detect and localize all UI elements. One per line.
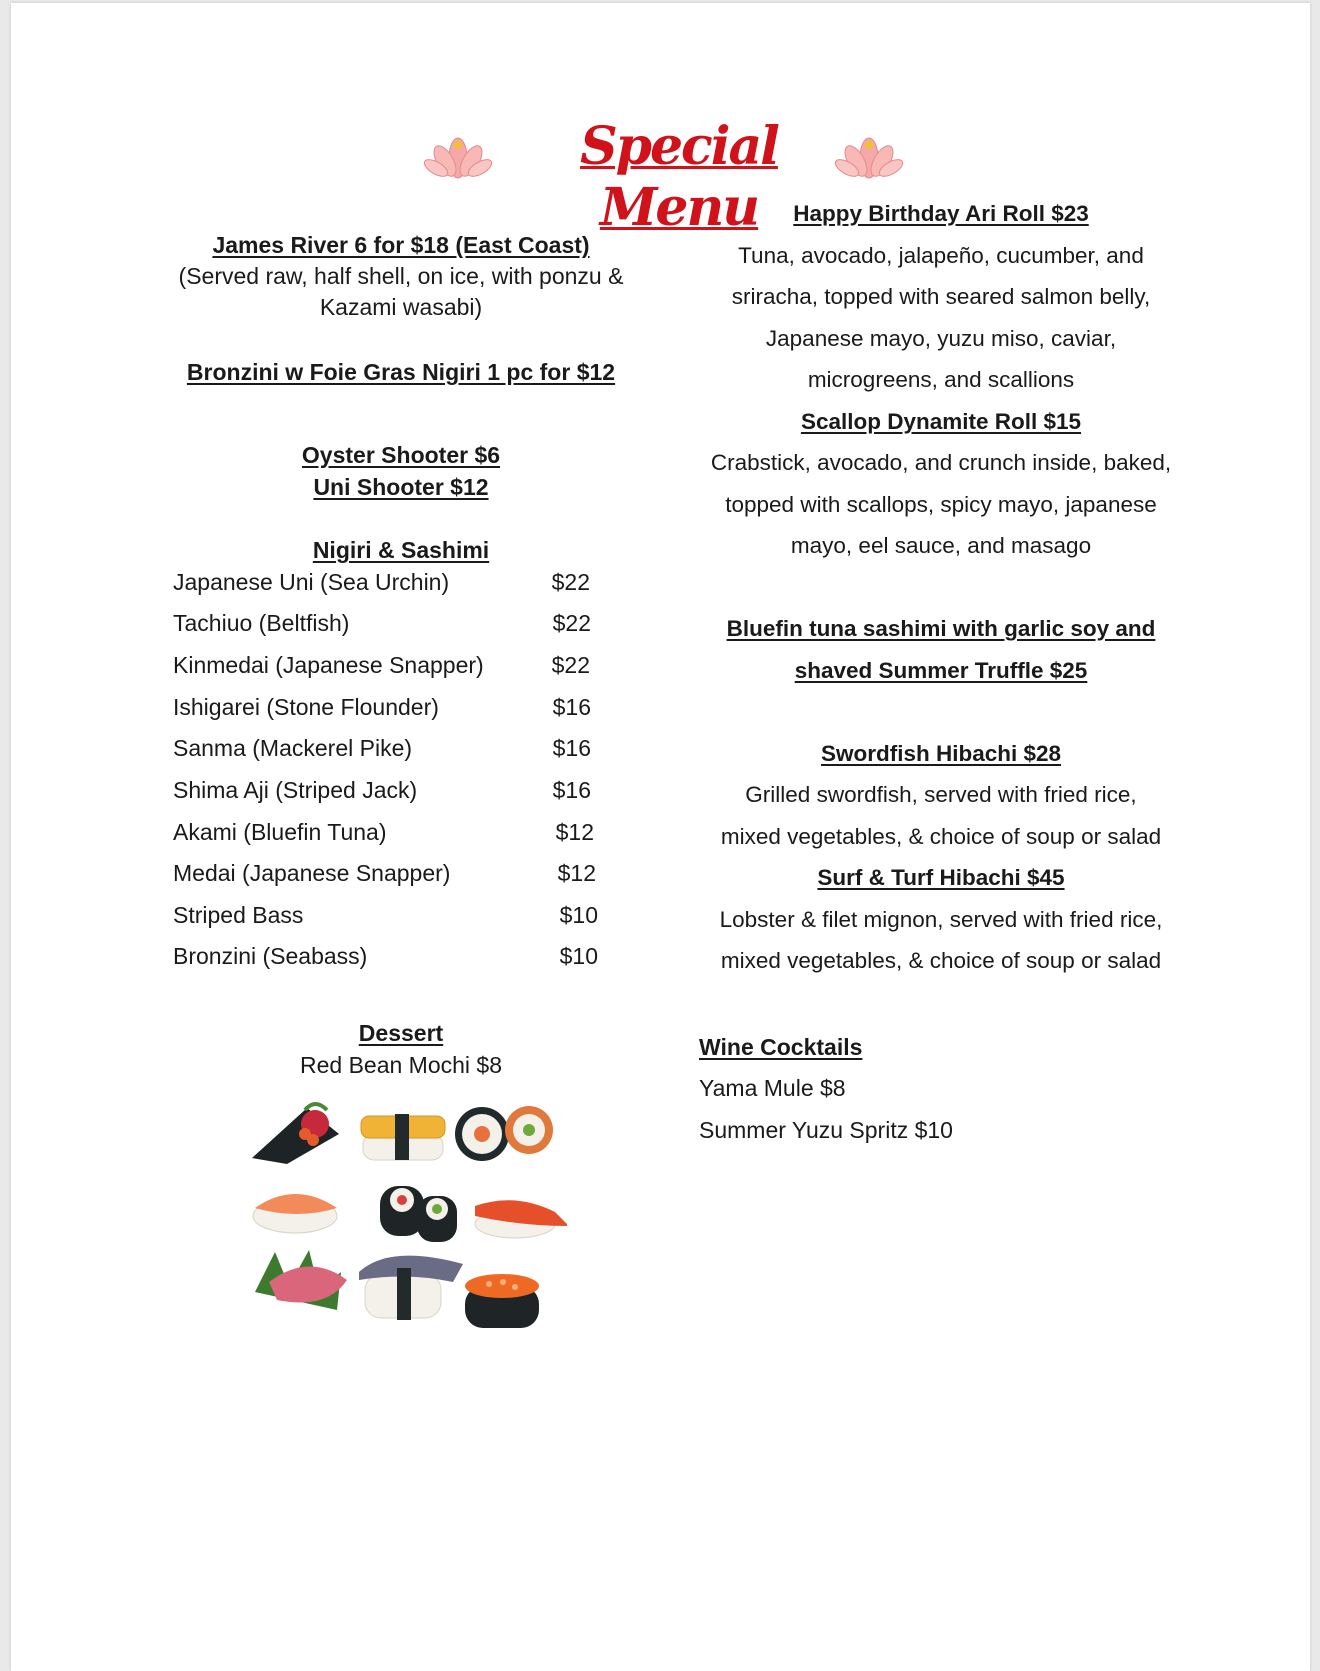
list-item xyxy=(173,774,603,806)
sushi-illustration xyxy=(247,1096,567,1340)
item-price: $22 xyxy=(551,652,590,678)
oyster-shooter-heading: Oyster Shooter $6 xyxy=(301,442,501,468)
nigiri-heading: Nigiri & Sashimi xyxy=(312,537,490,563)
dessert-heading: Dessert xyxy=(358,1020,444,1046)
item-price: $12 xyxy=(555,819,594,845)
item-name: Japanese Uni (Sea Urchin) xyxy=(173,569,450,595)
scallop-roll-heading: Scallop Dynamite Roll $15 xyxy=(800,409,1082,434)
surf-turf-desc: Lobster & filet mignon, served with fried rice, xyxy=(719,907,1163,932)
item-name: Sanma (Mackerel Pike) xyxy=(173,735,413,761)
list-item xyxy=(173,732,603,764)
list-item xyxy=(173,691,603,723)
uni-shooter-heading: Uni Shooter $12 xyxy=(313,474,489,500)
list-item: Yama Mule $8 xyxy=(699,1075,846,1101)
list-item xyxy=(173,649,603,681)
list-item xyxy=(173,816,603,848)
item-name: Shima Aji (Striped Jack) xyxy=(173,777,418,803)
james-river-heading: James River 6 for $18 (East Coast) xyxy=(212,232,590,258)
item-name: Bronzini (Seabass) xyxy=(173,943,368,969)
birthday-roll-heading: Happy Birthday Ari Roll $23 xyxy=(793,201,1089,226)
item-price: $10 xyxy=(559,943,598,969)
birthday-roll-desc: Tuna, avocado, jalapeño, cucumber, and xyxy=(738,243,1144,268)
swordfish-desc: mixed vegetables, & choice of soup or salad xyxy=(720,824,1162,849)
list-item xyxy=(173,899,603,931)
list-item xyxy=(173,940,603,972)
item-name: Medai (Japanese Snapper) xyxy=(173,860,451,886)
item-price: $16 xyxy=(552,735,591,761)
bluefin-heading: Bluefin tuna sashimi with garlic soy and xyxy=(726,616,1156,641)
wine-heading: Wine Cocktails xyxy=(699,1034,863,1060)
item-name: Striped Bass xyxy=(173,902,304,928)
lotus-icon xyxy=(423,128,493,184)
item-name: Ishigarei (Stone Flounder) xyxy=(173,694,439,720)
item-price: $12 xyxy=(557,860,596,886)
swordfish-desc: Grilled swordfish, served with fried rice, xyxy=(745,782,1137,807)
item-price: $22 xyxy=(552,610,591,636)
item-price: $10 xyxy=(559,902,598,928)
birthday-roll-desc: Japanese mayo, yuzu miso, caviar, xyxy=(765,326,1117,351)
bronzini-foie-heading: Bronzini w Foie Gras Nigiri 1 pc for $12 xyxy=(186,359,616,385)
list-item: Summer Yuzu Spritz $10 xyxy=(699,1117,953,1143)
page-title: Special Menu xyxy=(580,116,778,238)
item-name: Akami (Bluefin Tuna) xyxy=(173,819,387,845)
surf-turf-desc: mixed vegetables, & choice of soup or salad xyxy=(720,948,1162,973)
surf-turf-heading: Surf & Turf Hibachi $45 xyxy=(817,865,1065,890)
menu-page xyxy=(11,3,1310,1671)
james-river-desc: (Served raw, half shell, on ice, with ponzu & xyxy=(178,263,624,289)
dessert-item: Red Bean Mochi $8 xyxy=(299,1052,502,1078)
item-price: $22 xyxy=(551,569,590,595)
scallop-roll-desc: topped with scallops, spicy mayo, japanese xyxy=(725,492,1157,517)
scallop-roll-desc: Crabstick, avocado, and crunch inside, baked, xyxy=(710,450,1172,475)
list-item xyxy=(173,566,603,598)
swordfish-heading: Swordfish Hibachi $28 xyxy=(820,741,1062,766)
birthday-roll-desc: microgreens, and scallions xyxy=(807,367,1075,392)
item-name: Kinmedai (Japanese Snapper) xyxy=(173,652,484,678)
lotus-icon xyxy=(834,128,904,184)
james-river-desc: Kazami wasabi) xyxy=(319,294,483,320)
bluefin-heading: shaved Summer Truffle $25 xyxy=(794,658,1088,683)
item-name: Tachiuo (Beltfish) xyxy=(173,610,350,636)
scallop-roll-desc: mayo, eel sauce, and masago xyxy=(790,533,1092,558)
birthday-roll-desc: sriracha, topped with seared salmon belly, xyxy=(731,284,1151,309)
list-item xyxy=(173,607,603,639)
item-price: $16 xyxy=(552,694,591,720)
list-item xyxy=(173,857,603,889)
item-price: $16 xyxy=(552,777,591,803)
